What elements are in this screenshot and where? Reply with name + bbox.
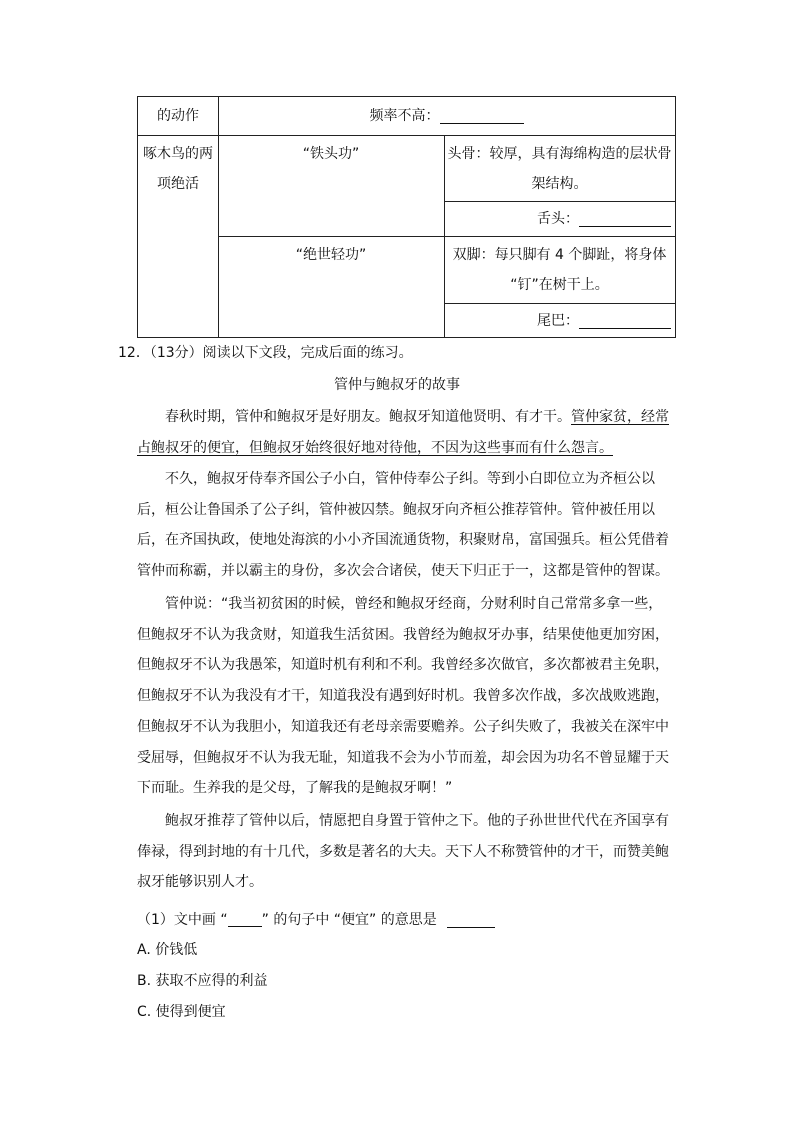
table-line [444,201,675,202]
question-number: 12．（13分）阅读以下文段，完成后面的练习。 [118,345,413,361]
passage-title: 管仲与鲍叔牙的故事 [334,377,460,393]
answer-blank[interactable] [579,314,671,329]
skill-name: “绝世轻功” [295,247,367,263]
tongue-label: 舌头： [537,211,579,227]
answer-blank[interactable] [447,913,495,928]
passage-paragraph-3 [137,589,674,804]
option-c[interactable]: C. 使得到便宜 [137,1004,226,1020]
table-row-label-line: 项绝活 [157,176,199,192]
option-a[interactable]: A. 价钱低 [137,942,198,958]
skill-name: “铁头功” [302,146,360,162]
skill-detail-line: “钉”在树干上。 [510,277,609,293]
tail-label: 尾巴： [537,313,579,329]
table-row-label: 的动作 [157,108,199,124]
woodpecker-table [137,96,676,338]
underline-sample [228,914,262,927]
frequency-label: 频率不高： [369,108,440,124]
tongue-cell [444,204,675,234]
underlined-sentence: 管仲家贫，经常占鲍叔牙的便宜，但鲍叔牙始终很好地对待他，不因为这些事而有什么怨言。 [137,409,669,456]
skill-detail-line: 双脚：每只脚有 4 个脚趾，将身体 [452,247,667,263]
sub-question-text: （1）文中画 “ [137,912,228,928]
paragraph-text: 鲍叔牙推荐了管仲以后，情愿把自身置于管仲之下。他的子孙世世代代在齐国享有俸禄，得到封地的有十几代，多数是著名的大夫。天下人不称赞管仲的才干，而赞美鲍叔牙能够识别人才。 [137,813,669,891]
table-row-label-line: 啄木鸟的两 [143,146,213,162]
paragraph-text: 春秋时期，管仲和鲍叔牙是好朋友。鲍叔牙知道他贤明、有才干。 [165,409,571,425]
answer-blank[interactable] [579,212,671,227]
paragraph-text: 不久，鲍叔牙侍奉齐国公子小白，管仲侍奉公子纠。等到小白即位立为齐桓公以后，桓公让鲁国杀了公子纠，管仲被囚禁。鲍叔牙向齐桓公推荐管仲。管仲被任用以后，在齐国执政，使地处海滨的小小齐国流通货物，积聚财帛，富国强兵。桓公凭借着管仲而称霸，并以霸主的身份，多次会合诸侯，使天下归正于一，这都是管仲的智谋。 [137,471,669,580]
skill-detail-line: 架结构。 [531,176,588,192]
sub-question-1 [137,910,495,930]
sub-question-text: ” 的句子中 “便宜” 的意思是 [261,912,437,928]
table-line [218,97,219,337]
table-cell-frequency [218,101,675,131]
paragraph-text: 管仲说：“我当初贫困的时候，曾经和鲍叔牙经商，分财利时自己常常多拿一些，但鲍叔牙不认为我贪财，知道我生活贫困。我曾经为鲍叔牙办事，结果使他更加穷困，但鲍叔牙不认为我愚笨，知道时机有利和不利。我曾经多次做官，多次都被君主免职，但鲍叔牙不认为我没有才干，知道我没有遇到好时机。我曾多次作战，多次战败逃跑，但鲍叔牙不认为我胆小，知道我还有老母亲需要赡养。公子纠失败了，我被关在深牢中受屈辱，但鲍叔牙不认为我无耻，知道我不会为小节而羞，却会因为功名不曾显耀于天下而耻。生养我的是父母，了解我的是鲍叔牙啊！” [137,596,669,797]
skill-detail-line: 头骨：较厚，具有海绵构造的层状骨 [447,146,672,162]
option-b[interactable]: B. 获取不应得的利益 [137,973,268,989]
table-line [218,236,445,237]
tail-cell [444,306,675,336]
table-line [444,303,675,304]
passage-paragraph-1 [137,402,674,463]
passage-paragraph-2 [137,464,674,587]
passage-paragraph-4 [137,806,674,898]
answer-blank[interactable] [440,109,524,124]
table-line [444,236,675,237]
